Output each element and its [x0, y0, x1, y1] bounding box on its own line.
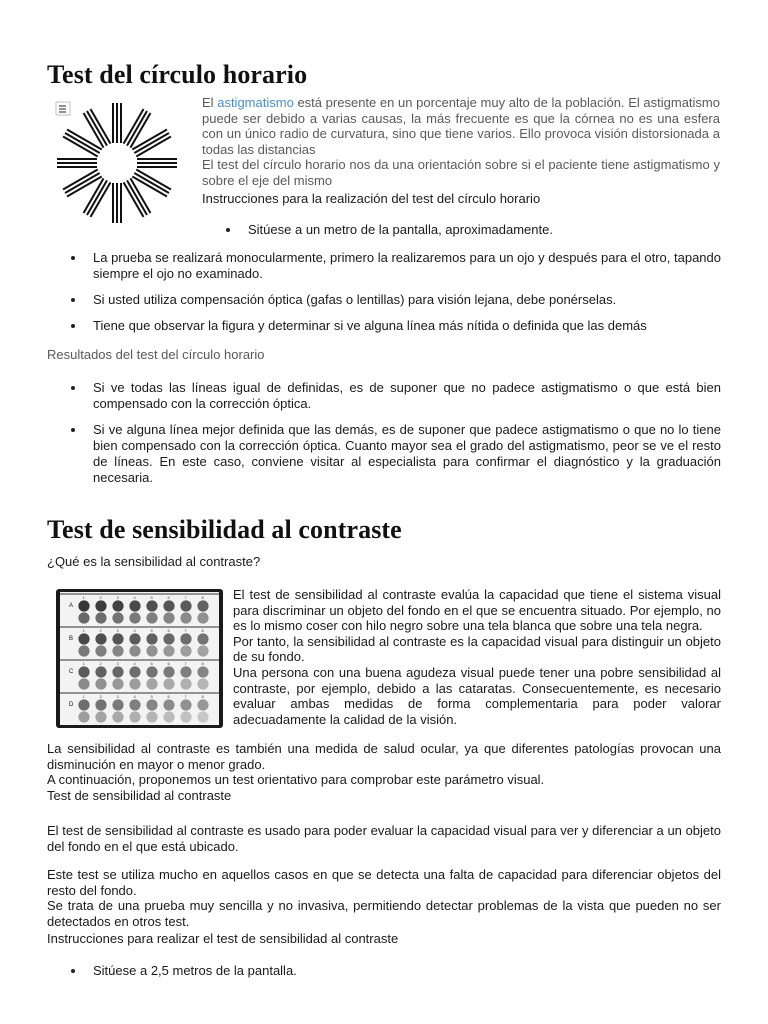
clock-test-description: El test del círculo horario nos da una orientación sobre si el paciente tiene astigmatismo y sobre el eje del mismo — [202, 157, 720, 188]
contrast-circle — [197, 633, 208, 644]
contrast-circle — [112, 711, 123, 722]
contrast-circle — [146, 699, 157, 710]
contrast-circle — [112, 645, 123, 656]
intro-text-start: El — [202, 95, 218, 110]
astigmatism-intro — [202, 95, 720, 157]
contrast-circle — [129, 699, 140, 710]
contrast-paragraph: A continuación, proponemos un test orientativo para comprobar este parámetro visual. — [47, 772, 545, 788]
contrast-circle — [78, 678, 89, 689]
clock-ray — [137, 159, 177, 167]
contrast-circle — [197, 678, 208, 689]
contrast-paragraph: El test de sensibilidad al contraste evalúa la capacidad que tiene el sistema visual para discriminar un objeto del fondo en el que se encuentra situado. Por ejemplo, no es lo mismo coser con hilo negro sobre una tela blanca que sobre una tela negra. — [233, 587, 721, 634]
chart-column-number: 6 — [167, 628, 170, 633]
contrast-full-text — [47, 741, 721, 803]
contrast-circle — [95, 645, 106, 656]
clock-instructions-list-first — [248, 222, 720, 238]
contrast-circle — [95, 633, 106, 644]
contrast-circle — [95, 711, 106, 722]
contrast-circle — [112, 612, 123, 623]
chart-column-number: 5 — [150, 595, 153, 600]
chart-column-number: 3 — [116, 595, 119, 600]
chart-row-letter: C — [69, 669, 74, 675]
contrast-circle — [163, 645, 174, 656]
contrast-circle — [129, 666, 140, 677]
contrast-circle — [146, 612, 157, 623]
contrast-circle — [180, 699, 191, 710]
contrast-circle — [197, 699, 208, 710]
chart-column-number: 6 — [167, 595, 170, 600]
chart-column-number: 2 — [99, 694, 102, 699]
chart-column-number: 4 — [133, 694, 136, 699]
chart-column-number: 3 — [116, 661, 119, 666]
clock-ray — [113, 183, 121, 223]
contrast-circle — [78, 699, 89, 710]
contrast-circle — [112, 600, 123, 611]
contrast-circle — [112, 699, 123, 710]
astigmatism-link[interactable]: astigmatismo — [217, 95, 294, 110]
chart-column-number: 2 — [99, 595, 102, 600]
contrast-usage-paragraph: El test de sensibilidad al contraste es usado para poder evaluar la capacidad visual para ver y diferenciar a un objeto del fondo en el que está ubicado. — [47, 823, 721, 854]
contrast-circle — [129, 633, 140, 644]
contrast-circle — [78, 711, 89, 722]
contrast-circle — [146, 645, 157, 656]
contrast-circle — [197, 612, 208, 623]
contrast-question: ¿Qué es la sensibilidad al contraste? — [47, 554, 261, 569]
chart-column-number: 8 — [201, 628, 204, 633]
contrast-circle — [146, 666, 157, 677]
contrast-circle — [129, 612, 140, 623]
contrast-circle — [146, 711, 157, 722]
chart-column-number: 1 — [82, 694, 85, 699]
contrast-circle — [163, 612, 174, 623]
contrast-circle — [95, 612, 106, 623]
chart-column-number: 5 — [150, 628, 153, 633]
contrast-instructions-list — [93, 963, 721, 979]
contrast-circle — [163, 600, 174, 611]
contrast-circle — [95, 699, 106, 710]
list-item: Si usted utiliza compensación óptica (gafas o lentillas) para visión lejana, debe ponérselas. — [93, 292, 721, 308]
contrast-circle — [163, 678, 174, 689]
contrast-circle — [146, 678, 157, 689]
chart-column-number: 1 — [82, 628, 85, 633]
contrast-circle — [197, 600, 208, 611]
chart-row-letter: D — [69, 702, 74, 708]
contrast-circle — [129, 678, 140, 689]
clock-instructions-list — [93, 250, 721, 334]
contrast-instructions-heading: Instrucciones para realizar el test de sensibilidad al contraste — [47, 931, 399, 946]
contrast-subheading: Test de sensibilidad al contraste — [47, 787, 232, 803]
chart-column-number: 6 — [167, 661, 170, 666]
clock-dial-figure — [55, 100, 195, 230]
section-title-contrast-test: Test de sensibilidad al contraste — [47, 515, 402, 544]
contrast-chart-figure — [56, 589, 223, 728]
contrast-paragraph: La sensibilidad al contraste es también una medida de salud ocular, ya que diferentes patologías provocan una disminución en mayor o menor grado. — [47, 741, 721, 772]
clock-dial-image — [55, 100, 195, 230]
chart-column-number: 3 — [116, 628, 119, 633]
clock-ray — [113, 103, 121, 143]
contrast-circle — [197, 645, 208, 656]
contrast-circle — [95, 666, 106, 677]
chart-column-number: 4 — [133, 595, 136, 600]
contrast-chart-image — [56, 589, 223, 728]
list-item: Si ve alguna línea mejor definida que las demás, es de suponer que padece astigmatismo o que no lo tiene bien compensado con la corrección óptica. Cuanto mayor sea el grado del astigmatismo, peor se ve el resto de líneas. En este caso, conviene visitar al especialista para confirmar el diagnóstico y la graduación necesaria. — [93, 422, 721, 485]
intro-text-end: está presente en un porcentaje muy alto de la población. El astigmatismo puede ser debido a varias causas, la más frecuente es que la córnea no es una esfera con un único radio de curvatura, sino que tiene varios. Ello provoca visión distorsionada a todas las distancias — [202, 95, 720, 157]
contrast-circle — [78, 600, 89, 611]
contrast-circle — [197, 666, 208, 677]
contrast-paragraph: Se trata de una prueba muy sencilla y no invasiva, permitiendo detectar problemas de la vista que pueden no ser detectados en otros test. — [47, 898, 721, 929]
contrast-circle — [146, 633, 157, 644]
chart-column-number: 7 — [184, 661, 187, 666]
list-item: Sitúese a 2,5 metros de la pantalla. — [93, 963, 721, 979]
chart-row-letter: B — [69, 636, 74, 642]
chart-column-number: 6 — [167, 694, 170, 699]
contrast-circle — [78, 612, 89, 623]
chart-column-number: 4 — [133, 628, 136, 633]
chart-column-number: 7 — [184, 628, 187, 633]
contrast-circle — [180, 612, 191, 623]
contrast-circle — [180, 678, 191, 689]
clock-results-heading: Resultados del test del círculo horario — [47, 347, 265, 362]
chart-column-number: 8 — [201, 694, 204, 699]
contrast-circle — [180, 711, 191, 722]
contrast-circle — [197, 711, 208, 722]
contrast-circle — [78, 633, 89, 644]
section-title-clock-test: Test del círculo horario — [47, 60, 308, 89]
chart-column-number: 5 — [150, 661, 153, 666]
contrast-circle — [95, 678, 106, 689]
contrast-circle — [146, 600, 157, 611]
clock-results-list — [93, 380, 721, 486]
chart-column-number: 4 — [133, 661, 136, 666]
list-item: Si ve todas las líneas igual de definidas, es de suponer que no padece astigmatismo o que está bien compensado con la corrección óptica. — [93, 380, 721, 411]
contrast-circle — [163, 699, 174, 710]
chart-column-number: 1 — [82, 595, 85, 600]
chart-column-number: 7 — [184, 595, 187, 600]
chart-column-number: 2 — [99, 661, 102, 666]
list-item: Sitúese a un metro de la pantalla, aproximadamente. — [248, 222, 720, 238]
list-item: Tiene que observar la figura y determinar si ve alguna línea más nítida o definida que las demás — [93, 318, 721, 334]
contrast-circle — [163, 633, 174, 644]
contrast-circle — [112, 633, 123, 644]
chart-column-number: 8 — [201, 595, 204, 600]
contrast-circle — [163, 666, 174, 677]
contrast-circle — [129, 600, 140, 611]
contrast-circle — [78, 666, 89, 677]
contrast-circle — [129, 645, 140, 656]
clock-instructions-heading: Instrucciones para la realización del test del círculo horario — [202, 191, 541, 206]
contrast-circle — [112, 666, 123, 677]
contrast-cases-text — [47, 867, 721, 929]
contrast-circle — [180, 600, 191, 611]
contrast-circle — [78, 645, 89, 656]
chart-column-number: 8 — [201, 661, 204, 666]
chart-column-number: 7 — [184, 694, 187, 699]
contrast-paragraph: Una persona con una buena agudeza visual puede tener una pobre sensibilidad al contraste, por ejemplo, debido a las cataratas. Consecuentemente, es necesario evaluar ambas medidas de forma complementaria para poder valorar adecuadamente la calidad de la visión. — [233, 664, 721, 727]
chart-column-number: 3 — [116, 694, 119, 699]
contrast-circle — [129, 711, 140, 722]
contrast-circle — [112, 678, 123, 689]
chart-column-number: 1 — [82, 661, 85, 666]
contrast-circle — [180, 633, 191, 644]
contrast-paragraph: Por tanto, la sensibilidad al contraste es la capacidad visual para distinguir un objeto de su fondo. — [233, 633, 721, 665]
chart-row-letter: A — [69, 603, 74, 609]
contrast-circle — [95, 600, 106, 611]
contrast-side-text — [233, 587, 721, 727]
contrast-paragraph: Este test se utiliza mucho en aquellos casos en que se detecta una falta de capacidad para diferenciar objetos del resto del fondo. — [47, 867, 721, 898]
contrast-circle — [163, 711, 174, 722]
chart-column-number: 5 — [150, 694, 153, 699]
contrast-circle — [180, 666, 191, 677]
clock-ray — [57, 159, 97, 167]
chart-column-number: 2 — [99, 628, 102, 633]
contrast-circle — [180, 645, 191, 656]
list-item: La prueba se realizará monocularmente, primero la realizaremos para un ojo y después para el otro, tapando siempre el ojo no examinado. — [93, 250, 721, 281]
